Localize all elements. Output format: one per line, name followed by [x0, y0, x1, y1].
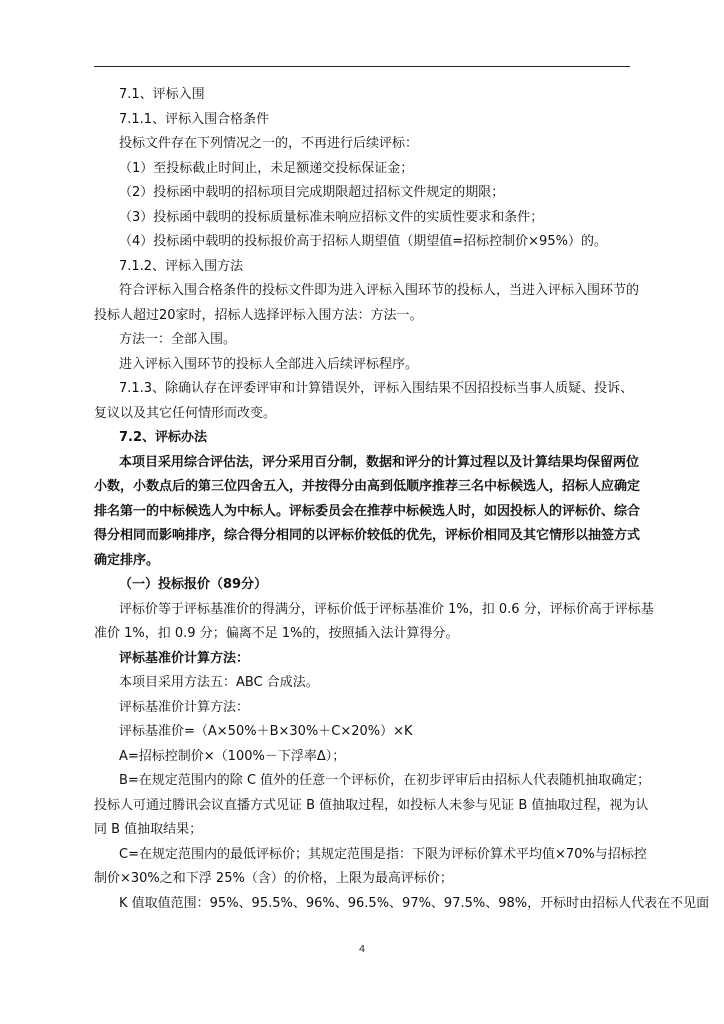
text-line: 准价 1%，扣 0.9 分；偏离不足 1%的，按照插入法计算得分。 — [94, 626, 459, 641]
text-line: 确定排序。 — [94, 552, 160, 568]
text-line: 投标人可通过腾讯会议直播方式见证 B 值抽取过程，如投标人未参与见证 B 值抽取过程，视为认 — [94, 797, 649, 813]
text-line: A=招标控制价×（100%－下浮率Δ）； — [119, 748, 346, 764]
text-line: 7.2、评标办法 — [119, 430, 208, 445]
text-line: C=在规定范围内的最低评标价；其规定范围是指：下限为评标价算术平均值×70%与招标控 — [119, 846, 647, 862]
text-line: 本项目采用综合评估法，评分采用百分制，数据和评分的计算过程以及计算结果均保留两位 — [119, 454, 640, 470]
text-line: 7.1、评标入围 — [119, 87, 205, 102]
text-line: 评标基准价=（A×50%＋B×30%＋C×20%）×K — [119, 724, 413, 739]
text-line: 评标基准价计算方法： — [119, 699, 250, 715]
text-line: （一）投标报价（89分） — [119, 577, 268, 592]
text-line: 复议以及其它任何情形而改变。 — [94, 405, 277, 421]
text-line: 进入评标入围环节的投标人全部进入后续评标程序。 — [119, 356, 419, 372]
text-line: 7.1.2、评标入围方法 — [119, 258, 244, 274]
text-line: 评标基准价计算方法： — [119, 650, 250, 666]
text-line: （1）至投标截止时间止，未足额递交投标保证金； — [119, 160, 414, 176]
text-line: K 值取值范围：95%、95.5%、96%、96.5%、97%、97.5%、98%，开标时由招标人代表在不见面 — [119, 895, 710, 911]
text-line: 7.1.3、除确认存在评委评审和计算错误外，评标入围结果不因招投标当事人质疑、投诉、 — [119, 381, 634, 396]
text-line: 得分相同而影响排序，综合得分相同的以评标价较低的优先，评标价相同及其它情形以抽签方式 — [94, 528, 641, 543]
text-line: 小数，小数点后的第三位四舍五入，并按得分由高到低顺序推荐三名中标候选人，招标人应确定 — [94, 479, 641, 494]
text-line: （3）投标函中载明的投标质量标准未响应招标文件的实质性要求和条件； — [119, 209, 544, 225]
text-line: 评标价等于评标基准价的得满分，评标价低于评标基准价 1%，扣 0.6 分，评标价高于评标基 — [119, 601, 654, 617]
text-line: 投标人超过20家时，招标人选择评标入围方法：方法一。 — [94, 307, 423, 323]
document-body — [94, 83, 710, 916]
text-line: 投标文件存在下列情况之一的，不再进行后续评标： — [119, 136, 419, 151]
page-number: 4 — [358, 944, 366, 955]
text-line: 方法一：全部入围。 — [119, 332, 237, 347]
text-line: 本项目采用方法五：ABC 合成法。 — [119, 675, 319, 690]
text-line: 同 B 值抽取结果； — [94, 822, 203, 837]
text-line: 制价×30%之和下浮 25%（含）的价格，上限为最高评标价； — [94, 871, 453, 886]
text-line: 7.1.1、评标入围合格条件 — [119, 111, 270, 127]
text-line: （4）投标函中载明的投标报价高于招标人期望值（期望值=招标控制价×95%）的。 — [119, 234, 607, 249]
text-line: （2）投标函中载明的招标项目完成期限超过招标文件规定的期限； — [119, 185, 505, 200]
text-line: B=在规定范围内的除 C 值外的任意一个评标价，在初步评审后由招标人代表随机抽取确定； — [119, 773, 651, 788]
header-rule — [94, 66, 630, 67]
text-line: 符合评标入围合格条件的投标文件即为进入评标入围环节的投标人，当进入评标入围环节的 — [119, 283, 640, 298]
text-line: 排名第一的中标候选人为中标人。评标委员会在推荐中标候选人时，如因投标人的评标价、综合 — [94, 503, 641, 519]
